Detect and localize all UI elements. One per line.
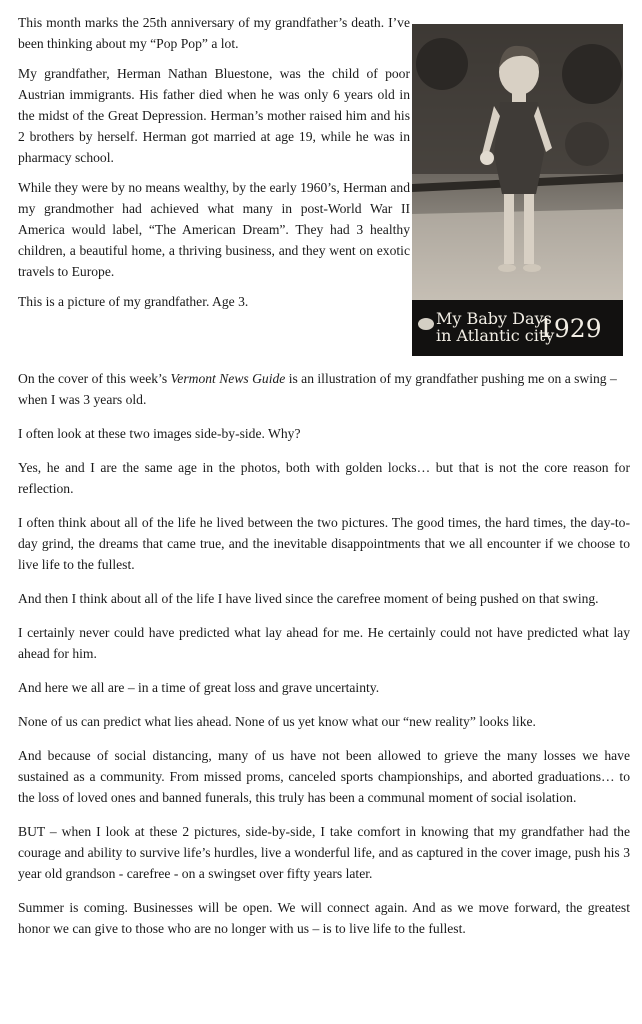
- photo-illustration: [412, 24, 623, 300]
- caption-line: in Atlantic city: [436, 326, 555, 345]
- intro-text: [18, 12, 410, 321]
- body-paragraph: Yes, he and I are the same age in the photos, both with golden locks… but that is not the core reason for reflection.: [18, 460, 630, 496]
- cover-text: On the cover of this week’s: [18, 371, 171, 386]
- cover-text: is an illustration of my grandfather pushing me on a swing – when I was 3 years old.: [18, 371, 617, 407]
- body-paragraph: I often look at these two images side-by-side. Why?: [18, 426, 301, 441]
- intro-paragraph: This is a picture of my grandfather. Age 3.: [18, 294, 249, 309]
- body-paragraph: And because of social distancing, many of us have not been allowed to grieve the many losses we have sustained as a community. From missed proms, canceled sports championships, and aborted graduations… to the loss of loved ones and banned funerals, this truly has been a communal moment of social isolation.: [18, 748, 630, 805]
- publication-name: Vermont News Guide: [170, 371, 286, 386]
- grandfather-photo: [412, 24, 623, 356]
- body-paragraph: I certainly never could have predicted what lay ahead for me. He certainly could not have predicted what lay ahead for him.: [18, 625, 630, 661]
- body-paragraph: And then I think about all of the life I have lived since the carefree moment of being pushed on that swing.: [18, 591, 599, 606]
- caption-line: My Baby Days: [436, 309, 552, 328]
- caption-text: [436, 310, 554, 344]
- shell-emblem-icon: [418, 318, 434, 330]
- intro-paragraph: This month marks the 25th anniversary of my grandfather’s death. I’ve been thinking about my “Pop Pop” a lot.: [18, 15, 410, 51]
- article-body: [18, 368, 630, 952]
- body-paragraph: I often think about all of the life he lived between the two pictures. The good times, the hard times, the day-to-day grind, the dreams that came true, and the inevitable disappointments that we all encounter if we choose to live life to the fullest.: [18, 515, 630, 572]
- body-paragraph: And here we all are – in a time of great loss and grave uncertainty.: [18, 680, 380, 695]
- cover-paragraph: [18, 368, 630, 410]
- body-paragraph: None of us can predict what lies ahead. None of us yet know what our “new reality” looks like.: [18, 714, 536, 729]
- caption-year: 1929: [538, 314, 602, 343]
- intro-paragraph: While they were by no means wealthy, by the early 1960’s, Herman and my grandmother had achieved what many in post-World War II America would label, “The American Dream”. They had 3 healthy children, a beautiful home, a thriving business, and they went on exotic travels to Europe.: [18, 180, 410, 279]
- body-paragraph: Summer is coming. Businesses will be open. We will connect again. And as we move forward, the greatest honor we can give to those who are no longer with us – is to live life to the fullest.: [18, 900, 630, 936]
- photo-caption: [412, 300, 623, 356]
- intro-paragraph: My grandfather, Herman Nathan Bluestone, was the child of poor Austrian immigrants. His father died when he was only 6 years old in the midst of the Great Depression. Herman’s mother raised him and his 2 brothers by herself. Herman got married at age 19, while he was in pharmacy school.: [18, 66, 410, 165]
- body-paragraph: BUT – when I look at these 2 pictures, side-by-side, I take comfort in knowing that my grandfather had the courage and ability to survive life’s hurdles, live a wonderful life, and as captured in the cover image, push his 3 year old grandson - carefree - on a swingset over fifty years later.: [18, 824, 630, 881]
- intro-section: [0, 0, 642, 362]
